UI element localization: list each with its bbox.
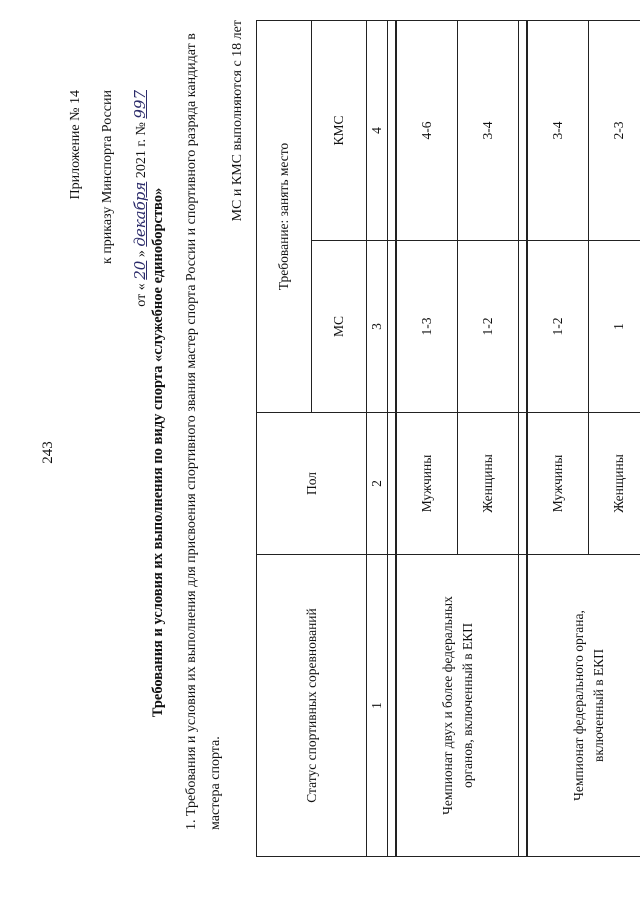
ms-cell: 1-2 xyxy=(458,241,519,413)
header-requirement: Требование: занять место xyxy=(257,21,312,413)
page-number: 243 xyxy=(40,441,56,464)
kms-cell: 2-3 xyxy=(589,21,640,241)
column-numbering-row xyxy=(367,21,388,857)
appendix-title: Приложение № 14 xyxy=(68,90,83,200)
header-ms: МС xyxy=(312,241,367,413)
date-day: 20 xyxy=(131,260,149,280)
group-separator xyxy=(519,21,528,857)
group-separator xyxy=(388,21,397,857)
kms-cell: 3-4 xyxy=(527,21,589,241)
col-number: 1 xyxy=(367,555,388,857)
date-month: декабря xyxy=(131,181,149,247)
table-header-row xyxy=(257,21,312,857)
ms-cell: 1-2 xyxy=(527,241,589,413)
kms-cell: 3-4 xyxy=(458,21,519,241)
gender-cell: Мужчины xyxy=(527,413,589,555)
col-number: 4 xyxy=(367,21,388,241)
gender-cell: Женщины xyxy=(589,413,640,555)
ms-cell: 1-3 xyxy=(396,241,458,413)
appendix-block xyxy=(60,90,158,307)
date-year: 2021 г. № xyxy=(134,122,149,179)
table-row xyxy=(527,21,589,857)
table-row xyxy=(396,21,458,857)
col-number: 2 xyxy=(367,413,388,555)
date-mid: » xyxy=(134,250,149,258)
order-number: 997 xyxy=(131,90,149,119)
date-prefix: от « xyxy=(134,283,149,307)
age-note: МС и КМС выполняются с 18 лет xyxy=(230,20,245,222)
col-number: 3 xyxy=(367,241,388,413)
document-heading: Требования и условия их выполнения по виду спорта «служебное единоборство» xyxy=(150,187,166,718)
appendix-order-ref: к приказу Минспорта России xyxy=(100,90,115,264)
gender-cell: Женщины xyxy=(458,413,519,555)
header-gender: Пол xyxy=(257,413,367,555)
ms-cell: 1 xyxy=(589,241,640,413)
requirements-table xyxy=(256,20,640,857)
status-cell: Чемпионат двух и более федеральных органов, включенный в ЕКП xyxy=(396,555,519,857)
kms-cell: 4-6 xyxy=(396,21,458,241)
status-cell: Чемпионат федерального органа, включенный в ЕКП xyxy=(527,555,640,857)
gender-cell: Мужчины xyxy=(396,413,458,555)
header-kms: КМС xyxy=(312,21,367,241)
header-status: Статус спортивных соревнований xyxy=(257,555,367,857)
intro-paragraph: 1. Требования и условия их выполнения для присвоения спортивного звания мастер спорта России и спортивного разряда кандидат в мастера спорта. xyxy=(184,33,223,830)
